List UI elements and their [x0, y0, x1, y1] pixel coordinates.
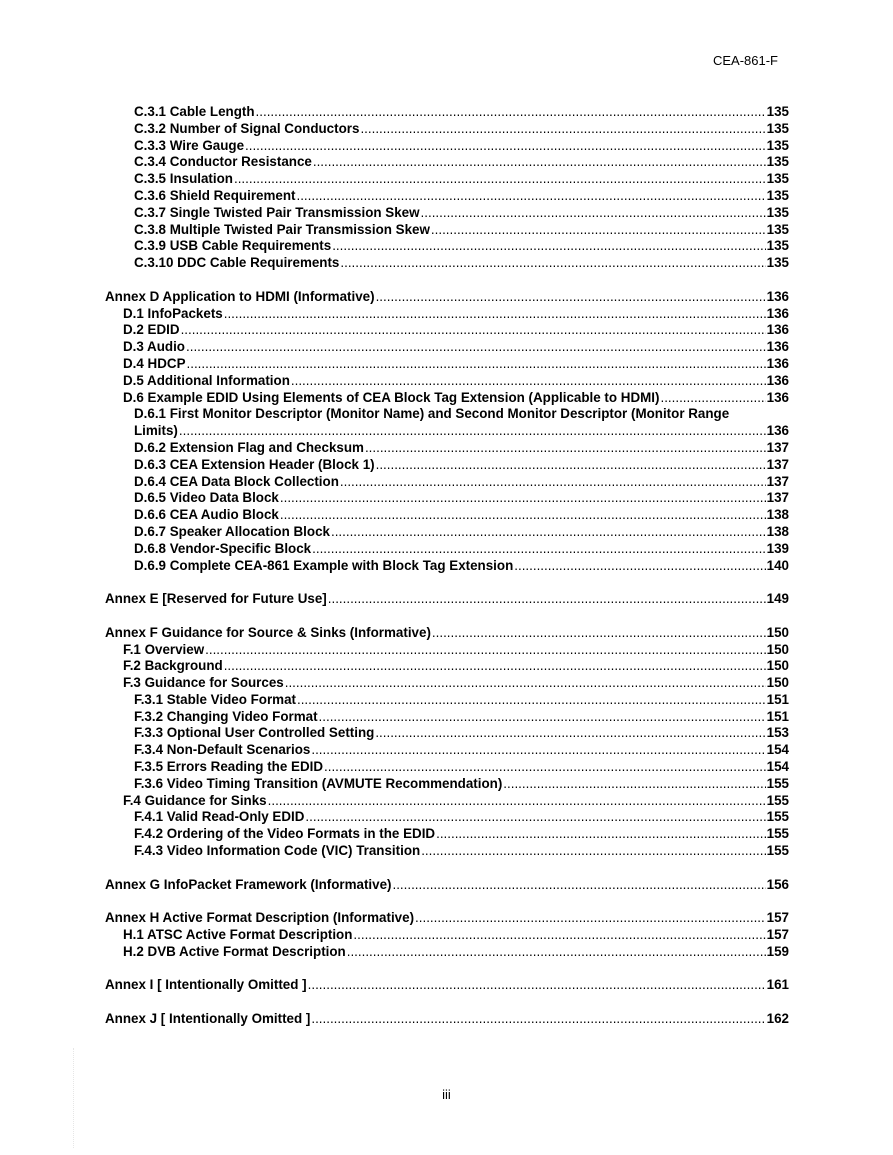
toc-entry-page: 155 [766, 792, 789, 808]
toc-entry-title: H.1 ATSC Active Format Description [123, 927, 353, 943]
toc-entry-page: 136 [766, 355, 789, 371]
toc-entry-page: 137 [766, 439, 789, 455]
dot-leader [514, 558, 765, 575]
toc-entry-title: C.3.10 DDC Cable Requirements [134, 255, 340, 271]
dot-leader [280, 507, 766, 524]
dot-leader [324, 759, 766, 776]
toc-entry[interactable] [105, 809, 789, 826]
toc-entry[interactable] [105, 255, 789, 272]
toc-entry-title: D.6.4 CEA Data Block Collection [134, 473, 339, 489]
toc-entry[interactable] [105, 742, 789, 759]
toc-entry-title: F.4.2 Ordering of the Video Formats in the EDID [134, 826, 436, 842]
toc-entry[interactable] [105, 306, 789, 323]
toc-entry-title: F.2 Background [123, 658, 223, 674]
toc-entry-page: 136 [766, 288, 789, 304]
toc-entry[interactable] [105, 373, 789, 390]
toc-entry-page: 140 [766, 557, 789, 573]
dot-leader [311, 1011, 765, 1028]
toc-entry[interactable] [105, 238, 789, 255]
toc-entry-title: D.1 InfoPackets [123, 305, 223, 321]
table-of-contents [105, 104, 789, 1028]
toc-entry-page: 154 [766, 759, 789, 775]
toc-entry-title: Limits) [134, 423, 178, 439]
toc-entry-page: 138 [766, 507, 789, 523]
toc-entry-title: Annex I [ Intentionally Omitted ] [105, 977, 307, 993]
toc-entry[interactable] [105, 692, 789, 709]
dot-leader [503, 776, 765, 793]
toc-entry-title: F.1 Overview [123, 641, 205, 657]
dot-leader [305, 809, 765, 826]
toc-entry[interactable] [105, 793, 789, 810]
dot-leader [179, 423, 766, 440]
toc-entry-page: 139 [766, 540, 789, 556]
dot-leader [328, 591, 766, 608]
toc-entry[interactable] [105, 524, 789, 541]
toc-entry-page: 162 [766, 1011, 789, 1027]
toc-entry-title: D.6.5 Video Data Block [134, 490, 279, 506]
toc-spacer [105, 608, 789, 625]
toc-entry-title: F.3.1 Stable Video Format [134, 691, 296, 707]
toc-entry[interactable] [105, 759, 789, 776]
toc-entry[interactable] [105, 154, 789, 171]
toc-entry[interactable] [105, 188, 789, 205]
toc-entry-title: D.6 Example EDID Using Elements of CEA Block Tag Extension (Applicable to HDMI) [123, 389, 660, 405]
toc-entry-title: D.6.7 Speaker Allocation Block [134, 523, 330, 539]
toc-entry-page: 135 [766, 255, 789, 271]
toc-entry-title: Annex H Active Format Description (Informative) [105, 910, 415, 926]
toc-entry-title: D.6.8 Vendor-Specific Block [134, 540, 312, 556]
dot-leader [415, 910, 766, 927]
toc-entry-page: 150 [766, 658, 789, 674]
toc-entry-page: 155 [766, 809, 789, 825]
toc-entry-page: 137 [766, 473, 789, 489]
toc-entry-title: F.4 Guidance for Sinks [123, 792, 267, 808]
toc-entry-page: 161 [766, 977, 789, 993]
toc-entry-title: C.3.4 Conductor Resistance [134, 154, 312, 170]
toc-entry-title: F.4.3 Video Information Code (VIC) Transition [134, 843, 421, 859]
toc-entry-title: F.3 Guidance for Sources [123, 675, 284, 691]
document-id-header: CEA-861-F [712, 53, 778, 68]
dot-leader [245, 138, 766, 155]
dot-leader [181, 322, 766, 339]
dot-leader [353, 927, 765, 944]
toc-entry-page: 137 [766, 490, 789, 506]
dot-leader [268, 793, 766, 810]
toc-entry-title: Annex E [Reserved for Future Use] [105, 591, 327, 607]
toc-spacer [105, 860, 789, 877]
toc-entry[interactable] [105, 910, 789, 927]
toc-entry-title: F.3.4 Non-Default Scenarios [134, 742, 311, 758]
toc-entry-page: 135 [766, 238, 789, 254]
toc-entry[interactable] [105, 709, 789, 726]
dot-leader [360, 121, 765, 138]
toc-entry-page: 135 [766, 204, 789, 220]
dot-leader [421, 843, 765, 860]
toc-entry-page: 151 [766, 708, 789, 724]
toc-entry[interactable] [105, 474, 789, 491]
toc-entry-page: 135 [766, 137, 789, 153]
toc-entry-page: 136 [766, 339, 789, 355]
toc-entry-title: Annex F Guidance for Source & Sinks (Informative) [105, 624, 431, 640]
toc-entry-page: 135 [766, 171, 789, 187]
toc-entry-title: D.5 Additional Information [123, 372, 290, 388]
toc-entry[interactable] [105, 977, 789, 994]
toc-entry[interactable] [105, 843, 789, 860]
dot-leader [234, 171, 766, 188]
toc-entry-page: 150 [766, 641, 789, 657]
dot-leader [340, 255, 765, 272]
toc-entry-page: 136 [766, 305, 789, 321]
toc-entry-title: D.6.2 Extension Flag and Checksum [134, 439, 364, 455]
toc-entry-title-line: D.6.1 First Monitor Descriptor (Monitor Name) and Second Monitor Descriptor (Monitor Range [134, 406, 730, 422]
dot-leader [296, 188, 765, 205]
page-number: iii [442, 1087, 451, 1102]
toc-entry[interactable] [105, 625, 789, 642]
dot-leader [376, 457, 766, 474]
toc-entry[interactable] [105, 877, 789, 894]
toc-entry[interactable] [105, 356, 789, 373]
toc-entry-title: C.3.9 USB Cable Requirements [134, 238, 332, 254]
toc-entry-title: Annex G InfoPacket Framework (Informative) [105, 876, 392, 892]
toc-entry[interactable] [105, 390, 789, 407]
dot-leader [313, 154, 766, 171]
toc-entry-page: 151 [766, 691, 789, 707]
toc-spacer [105, 961, 789, 978]
toc-entry[interactable] [105, 222, 789, 239]
toc-spacer [105, 272, 789, 289]
toc-entry[interactable] [105, 322, 789, 339]
toc-spacer [105, 893, 789, 910]
toc-entry[interactable] [105, 171, 789, 188]
dot-leader [308, 977, 766, 994]
toc-entry[interactable] [105, 339, 789, 356]
toc-entry[interactable] [105, 423, 789, 440]
toc-spacer [105, 574, 789, 591]
toc-entry-title: C.3.8 Multiple Twisted Pair Transmission Skew [134, 221, 430, 237]
toc-entry-title: C.3.3 Wire Gauge [134, 137, 245, 153]
toc-entry-page: 157 [766, 927, 789, 943]
toc-entry-page: 135 [766, 221, 789, 237]
toc-entry-page: 136 [766, 322, 789, 338]
toc-entry[interactable] [105, 944, 789, 961]
toc-entry-title: F.3.6 Video Timing Transition (AVMUTE Recommendation) [134, 775, 503, 791]
toc-entry-page: 135 [766, 120, 789, 136]
toc-entry-page: 150 [766, 624, 789, 640]
toc-entry-title: F.4.1 Valid Read-Only EDID [134, 809, 305, 825]
dot-leader [431, 222, 766, 239]
toc-entry-page: 157 [766, 910, 789, 926]
toc-entry[interactable] [105, 205, 789, 222]
dot-leader [256, 104, 766, 121]
toc-entry[interactable] [105, 642, 789, 659]
toc-entry-title: Annex D Application to HDMI (Informative) [105, 288, 375, 304]
toc-entry[interactable] [105, 457, 789, 474]
toc-entry-title: D.2 EDID [123, 322, 180, 338]
dot-leader [224, 658, 766, 675]
toc-entry-title: F.3.5 Errors Reading the EDID [134, 759, 324, 775]
toc-entry[interactable] [105, 558, 789, 575]
dot-leader [392, 877, 765, 894]
toc-entry-title: D.3 Audio [123, 339, 185, 355]
dot-leader [421, 205, 766, 222]
toc-entry[interactable] [105, 490, 789, 507]
toc-entry-page: 155 [766, 775, 789, 791]
toc-entry-page: 159 [766, 943, 789, 959]
toc-entry-page: 136 [766, 372, 789, 388]
toc-entry-page: 154 [766, 742, 789, 758]
dot-leader [311, 742, 765, 759]
dot-leader [187, 356, 766, 373]
toc-entry[interactable] [105, 675, 789, 692]
toc-entry-page: 156 [766, 876, 789, 892]
dot-leader [432, 625, 766, 642]
toc-entry-title: F.3.2 Changing Video Format [134, 708, 318, 724]
dot-leader [280, 490, 766, 507]
dot-leader [436, 826, 766, 843]
dot-leader [365, 440, 766, 457]
toc-entry-page: 153 [766, 725, 789, 741]
toc-entry-page: 150 [766, 675, 789, 691]
dot-leader [319, 709, 766, 726]
toc-entry-title: C.3.7 Single Twisted Pair Transmission Skew [134, 204, 420, 220]
dot-leader [332, 238, 765, 255]
toc-entry-title: C.3.6 Shield Requirement [134, 187, 296, 203]
toc-entry-title: C.3.2 Number of Signal Conductors [134, 120, 360, 136]
dot-leader [297, 692, 766, 709]
toc-entry-title: Annex J [ Intentionally Omitted ] [105, 1011, 311, 1027]
toc-entry-title: H.2 DVB Active Format Description [123, 943, 346, 959]
dot-leader [205, 642, 766, 659]
toc-entry[interactable] [105, 826, 789, 843]
dot-leader [291, 373, 766, 390]
toc-entry[interactable] [105, 289, 789, 306]
dot-leader [376, 289, 766, 306]
toc-entry-page: 137 [766, 456, 789, 472]
toc-entry[interactable] [105, 440, 789, 457]
toc-entry-title: D.4 HDCP [123, 355, 186, 371]
toc-entry-page: 138 [766, 523, 789, 539]
toc-entry-page: 136 [766, 423, 789, 439]
dot-leader [312, 541, 766, 558]
dot-leader [224, 306, 766, 323]
toc-entry-title: C.3.1 Cable Length [134, 104, 255, 119]
toc-entry-page: 155 [766, 826, 789, 842]
toc-entry-title: D.6.6 CEA Audio Block [134, 507, 279, 523]
toc-entry[interactable] [105, 591, 789, 608]
margin-mark [73, 1048, 78, 1148]
toc-entry[interactable] [105, 776, 789, 793]
dot-leader [660, 390, 765, 407]
toc-entry-page: 135 [766, 187, 789, 203]
toc-spacer [105, 994, 789, 1011]
toc-entry[interactable] [105, 104, 789, 121]
toc-entry-title: C.3.5 Insulation [134, 171, 233, 187]
dot-leader [186, 339, 766, 356]
toc-entry-title: D.6.3 CEA Extension Header (Block 1) [134, 456, 375, 472]
toc-entry[interactable] [105, 658, 789, 675]
toc-entry[interactable] [105, 138, 789, 155]
toc-entry-page: 155 [766, 843, 789, 859]
toc-entry[interactable] [105, 121, 789, 138]
toc-entry[interactable] [105, 927, 789, 944]
dot-leader [331, 524, 766, 541]
toc-entry-page: 135 [766, 154, 789, 170]
toc-entry-page: 135 [766, 104, 789, 119]
toc-entry[interactable] [105, 1011, 789, 1028]
toc-entry-page: 136 [766, 389, 789, 405]
toc-entry[interactable] [105, 725, 789, 742]
dot-leader [375, 725, 765, 742]
dot-leader [285, 675, 766, 692]
dot-leader [347, 944, 766, 961]
toc-entry-title: D.6.9 Complete CEA-861 Example with Block Tag Extension [134, 557, 514, 573]
toc-entry[interactable] [105, 507, 789, 524]
toc-entry-title: F.3.3 Optional User Controlled Setting [134, 725, 375, 741]
toc-entry-page: 149 [766, 591, 789, 607]
dot-leader [340, 474, 766, 491]
toc-entry[interactable] [105, 541, 789, 558]
